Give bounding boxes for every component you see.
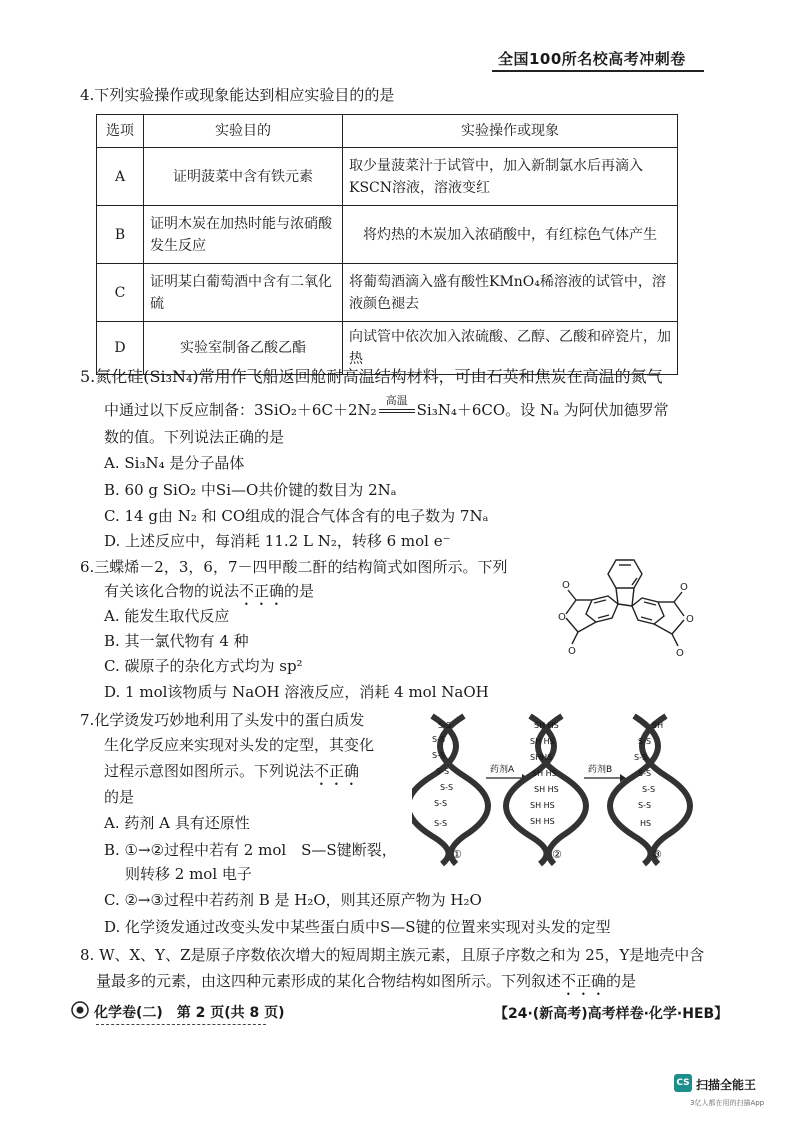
- bond: [568, 590, 576, 600]
- disulfide-label: S-S: [434, 799, 448, 808]
- purpose-cell: 证明木炭在加热时能与浓硝酸发生反应: [144, 206, 343, 264]
- option-label: A: [97, 148, 144, 206]
- q6-option-c: C. 碳原子的杂化方式均为 sp²: [104, 657, 303, 675]
- thiol-label: SHHS: [530, 753, 553, 762]
- q5-line2: [104, 394, 669, 421]
- step-label-2: ②: [552, 848, 562, 861]
- bond: [672, 634, 678, 646]
- q6-line2-end: 的是: [284, 582, 315, 600]
- helix-2-labels: [530, 721, 559, 826]
- bond: [632, 588, 634, 606]
- oxygen-label: O: [568, 646, 576, 657]
- operation-cell: 向试管中依次加入浓硫酸、乙醇、乙酸和碎瓷片，加热: [343, 322, 678, 375]
- q7-line3: [104, 760, 359, 789]
- q4-table-header: [97, 115, 678, 148]
- table-row: [97, 206, 678, 264]
- footer-underline: [96, 1024, 266, 1025]
- thiol-label: HS: [640, 819, 652, 828]
- operation-cell: 将葡萄酒滴入盛有酸性KMnO₄稀溶液的试管中，溶液颜色褪去: [343, 264, 678, 322]
- emphasis-not-correct: 不正确: [314, 762, 360, 780]
- disulfide-label: S-S: [432, 735, 446, 744]
- q7-option-c: C. ②→③过程中若药剂 B 是 H₂O，则其还原产物为 H₂O: [104, 891, 482, 909]
- equals-bar: [379, 409, 415, 410]
- hair-perm-diagram: [412, 708, 704, 872]
- purpose-cell: 证明某白葡萄酒中含有二氧化硫: [144, 264, 343, 322]
- q6-option-a: A. 能发生取代反应: [104, 607, 230, 625]
- equals-bar: [379, 412, 415, 413]
- emphasis-not-correct: 不正确: [561, 972, 607, 990]
- q8-line2-start: 量最多的元素，由这四种元素形成的某化合物结构如图所示。下列叙述: [96, 972, 562, 990]
- oxygen-label: O: [558, 612, 566, 623]
- option-label: D: [97, 322, 144, 375]
- thiol-label: SH HS: [530, 817, 555, 826]
- q8-line1: 8. W、X、Y、Z是原子序数依次增大的短周期主族元素，且原子序数之和为 25，Y是地壳中含: [80, 946, 705, 964]
- disulfide-label: S-S: [638, 769, 652, 778]
- thiol-label: SH: [652, 721, 664, 730]
- footer-page-info: 化学卷(二) 第 2 页(共 8 页): [94, 1005, 285, 1021]
- oxygen-label: O: [680, 582, 688, 593]
- reagent-a-label: 药剂A: [490, 765, 515, 775]
- q5-option-a: A. Si₃N₄ 是分子晶体: [104, 454, 245, 472]
- thiol-label: SH HS: [530, 737, 555, 746]
- header-divider: [492, 70, 704, 72]
- q5-line3: 数的值。下列说法正确的是: [104, 428, 285, 446]
- corner-dot: [77, 1007, 84, 1014]
- thiol-label: SH HS: [532, 769, 557, 778]
- operation-cell: 取少量菠菜汁于试管中，加入新制氯水后再滴入KSCN溶液，溶液变红: [343, 148, 678, 206]
- disulfide-label: S-S: [638, 737, 652, 746]
- purpose-cell: 实验室制备乙酸乙酯: [144, 322, 343, 375]
- disulfide-label: S-S: [436, 767, 450, 776]
- oxygen-label: O: [676, 648, 684, 659]
- emphasis-not-correct: 不正确: [239, 582, 285, 600]
- bond: [644, 602, 656, 605]
- q4-header-operation: 实验操作或现象: [343, 115, 678, 148]
- page-corner-icon: [70, 1000, 90, 1020]
- q7-line1: 7.化学烫发巧妙地利用了头发中的蛋白质发: [80, 711, 365, 729]
- purpose-cell: 证明菠菜中含有铁元素: [144, 148, 343, 206]
- q4-stem: 4.下列实验操作或现象能达到相应实验目的的是: [80, 86, 395, 104]
- camscanner-brand: 扫描全能王: [696, 1078, 757, 1092]
- bond: [566, 600, 576, 614]
- camscanner-tagline: 3亿人都在用的扫描App: [690, 1099, 765, 1107]
- q7-line2: 生化学反应来实现对头发的定型，其变化: [104, 736, 375, 754]
- q5-equation-left: 中通过以下反应制备：3SiO₂＋6C＋2N₂: [104, 401, 377, 419]
- table-row: [97, 148, 678, 206]
- bond: [641, 617, 652, 620]
- option-label: B: [97, 206, 144, 264]
- q7-line3-start: 过程示意图如图所示。下列说法: [104, 762, 315, 780]
- q6-option-d: D. 1 mol该物质与 NaOH 溶液反应，消耗 4 mol NaOH: [104, 683, 489, 701]
- q6-line2-start: 有关该化合物的说法: [104, 582, 240, 600]
- bond: [594, 600, 606, 603]
- q8-line2-end: 的是: [606, 972, 637, 990]
- thiol-label: SH HS: [534, 721, 559, 730]
- q7-option-b-line1: B. ①→②过程中若有 2 mol S—S键断裂，: [104, 841, 397, 859]
- disulfide-label: S-S: [434, 819, 448, 828]
- reagent-b-label: 药剂B: [588, 765, 613, 775]
- q5-equation-right: Si₃N₄＋6CO。设 Nₐ 为阿伏加德罗常: [416, 401, 669, 419]
- q6-line1: 6.三蝶烯－2，3，6，7－四甲酸二酐的结构简式如图所示。下列: [80, 558, 508, 576]
- disulfide-label: S-S: [438, 721, 452, 730]
- q8-line2: [96, 970, 636, 999]
- oxygen-label: O: [562, 580, 570, 591]
- step-label-1: ①: [452, 848, 462, 861]
- q7-line4: 的是: [104, 788, 135, 806]
- q6-option-b: B. 其一氯代物有 4 种: [104, 632, 249, 650]
- option-label: C: [97, 264, 144, 322]
- bond: [674, 602, 684, 616]
- footer-exam-code: 【24·(新高考)高考样卷·化学·HEB】: [494, 1006, 729, 1022]
- step-label-3: ③: [652, 848, 662, 861]
- disulfide-label: S-S: [432, 751, 446, 760]
- q4-header-purpose: 实验目的: [144, 115, 343, 148]
- disulfide-label: S-S: [634, 753, 648, 762]
- exam-series-title: 全国100所名校高考冲刺卷: [498, 50, 686, 68]
- bond: [566, 618, 578, 632]
- q5-option-d: D. 上述反应中，每消耗 11.2 L N₂，转移 6 mol e⁻: [104, 532, 451, 550]
- q4-header-option: 选项: [97, 115, 144, 148]
- bond: [616, 588, 618, 604]
- bond: [618, 604, 632, 606]
- reaction-condition: 高温: [385, 394, 408, 407]
- q5-option-b: B. 60 g SiO₂ 中Si—O共价键的数目为 2Nₐ: [104, 481, 397, 499]
- bond: [672, 620, 684, 634]
- bond: [654, 624, 672, 634]
- bond: [598, 615, 609, 618]
- thiol-label: SH HS: [534, 785, 559, 794]
- oxygen-label: O: [686, 614, 694, 625]
- operation-cell: 将灼热的木炭加入浓硝酸中，有红棕色气体产生: [343, 206, 678, 264]
- disulfide-label: S-S: [642, 785, 656, 794]
- atom-labels: [558, 580, 694, 659]
- q4-table: [96, 114, 678, 375]
- disulfide-label: S-S: [638, 801, 652, 810]
- benzene-ring-top: [608, 560, 642, 588]
- thiol-label: SH HS: [530, 801, 555, 810]
- q7-option-a: A. 药剂 A 具有还原性: [104, 814, 250, 832]
- table-row: [97, 264, 678, 322]
- q7-option-b-line2: 则转移 2 mol 电子: [125, 865, 252, 883]
- q5-option-c: C. 14 g由 N₂ 和 CO组成的混合气体含有的电子数为 7Nₐ: [104, 507, 489, 525]
- bond: [674, 592, 682, 602]
- q5-line1: 5.氮化硅(Si₃N₄)常用作飞船返回舱耐高温结构材料，可由石英和焦炭在高温的氮气: [80, 367, 663, 386]
- q7-option-d: D. 化学烫发通过改变头发中某些蛋白质中S—S键的位置来实现对头发的定型: [104, 918, 611, 936]
- helix-1-labels: [432, 721, 453, 828]
- bond: [572, 632, 578, 644]
- triptycene-dianhydride-structure: [548, 556, 706, 664]
- camscanner-logo-icon: CS: [674, 1074, 692, 1092]
- disulfide-label: S-S: [440, 783, 454, 792]
- bond: [578, 622, 596, 632]
